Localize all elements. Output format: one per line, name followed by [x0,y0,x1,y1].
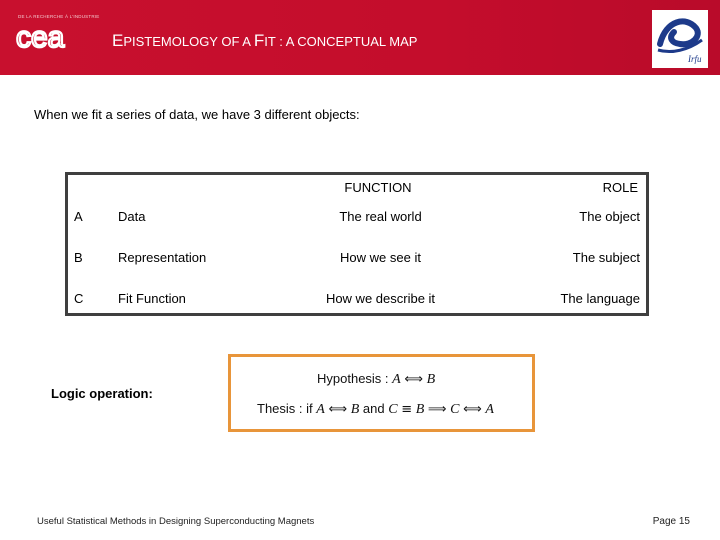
slide-header [0,0,720,75]
header-function: FUNCTION [344,180,412,195]
th-and: and [362,401,385,416]
title-part-2: IT : A CONCEPTUAL MAP [264,34,418,49]
table-row [68,250,646,270]
row-role: The object [579,209,640,224]
row-role: The subject [572,250,640,265]
th-c: C [388,402,398,417]
row-letter: B [74,250,83,265]
footer-title: Useful Statistical Methods in Designing Superconducting Magnets [37,516,315,527]
identical-symbol-icon: ≡ [401,402,413,417]
header-role: ROLE [602,180,638,195]
hyp-b: B [426,372,436,387]
concept-table [65,172,649,316]
logic-operation-label: Logic operation: [51,386,153,401]
thesis-label: Thesis : if [257,401,313,416]
row-function: The real world [339,209,422,224]
row-name: Fit Function [118,291,186,306]
irfu-logo-icon [652,10,708,68]
irfu-logo-text: Irfu [688,54,702,64]
slide-title [112,31,417,51]
th-b: B [350,402,360,417]
row-function: How we describe it [325,291,436,306]
cea-logo-text: cea [16,24,65,50]
hyp-a: A [392,372,401,387]
row-letter: C [74,291,84,306]
th-a2: A [485,402,494,417]
cea-logo [16,24,92,50]
cea-tagline: DE LA RECHERCHE À L'INDUSTRIE [18,14,100,19]
table-row [68,291,646,311]
title-initial-1: E [112,31,124,50]
thesis-line [257,401,494,418]
page-number: Page 15 [652,516,690,527]
table-row [68,209,646,229]
irfu-logo [652,10,708,68]
th-b2: B [415,402,425,417]
title-part-1: PISTEMOLOGY OF A [123,34,254,49]
row-name: Representation [118,250,207,265]
title-initial-2: F [253,31,265,50]
row-letter: A [74,209,83,224]
equivalence-arrow-icon: ⟺ [463,402,482,417]
row-function: How we see it [340,250,421,265]
logic-formula-box [228,354,535,432]
row-name: Data [118,209,146,224]
th-c2: C [450,402,460,417]
th-a: A [316,402,325,417]
equivalence-arrow-icon: ⟺ [328,402,348,417]
hypothesis-line [317,371,435,388]
hypothesis-label: Hypothesis : [317,371,389,386]
intro-text: When we fit a series of data, we have 3 different objects: [34,107,360,122]
implies-arrow-icon: ⟹ [427,402,447,417]
row-role: The language [560,291,640,306]
equivalence-arrow-icon: ⟺ [404,372,423,387]
